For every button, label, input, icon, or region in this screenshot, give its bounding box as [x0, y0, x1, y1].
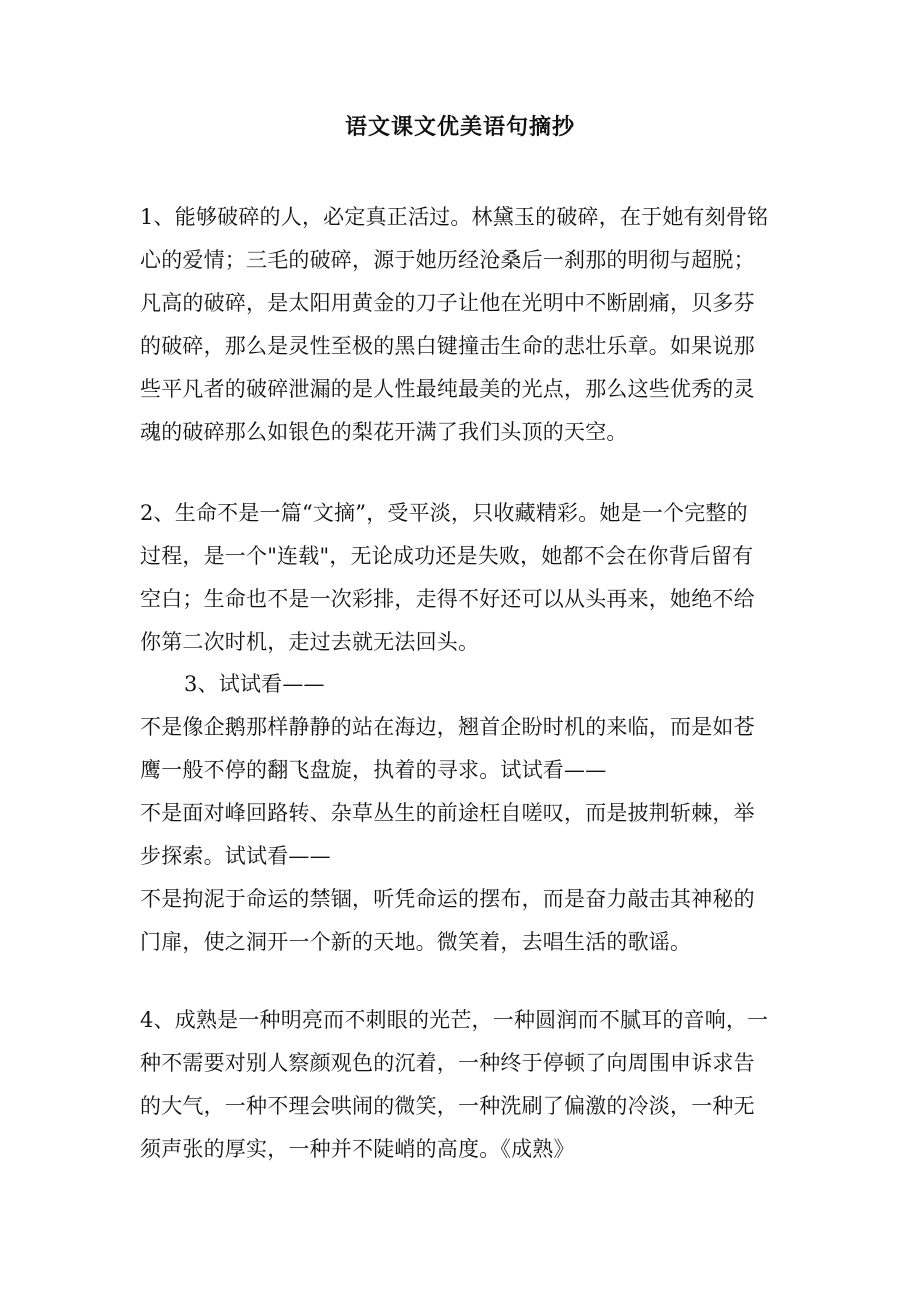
paragraph-4-line-4: 须声张的厚实，一种并不陡峭的高度。《成熟》: [140, 1137, 575, 1161]
paragraph-2-line-4: 你第二次时机，走过去就无法回头。: [140, 630, 480, 654]
paragraph-4-line-2: 种不需要对别人察颜观色的沉着，一种终于停顿了向周围申诉求告: [140, 1051, 755, 1075]
paragraph-3-line-3: 不是面对峰回路转、杂草丛生的前途枉自嗟叹，而是披荆斩棘，举: [140, 801, 755, 825]
paragraph-3-line-5: 不是拘泥于命运的禁锢，听凭命运的摆布，而是奋力敲击其神秘的: [140, 887, 755, 911]
paragraph-1-line-2: 心的爱情；三毛的破碎，源于她历经沧桑后一刹那的明彻与超脱；: [140, 248, 755, 272]
paragraph-1-line-1: 1、能够破碎的人，必定真正活过。林黛玉的破碎，在于她有刻骨铭: [140, 205, 769, 229]
paragraph-3-line-4: 步探索。试试看——: [140, 844, 331, 868]
paragraph-1-line-3: 凡高的破碎，是太阳用黄金的刀子让他在光明中不断剧痛，贝多芬: [140, 291, 755, 315]
page-title: 语文课文优美语句摘抄: [344, 114, 575, 140]
paragraph-1-line-6: 魂的破碎那么如银色的梨花开满了我们头顶的天空。: [140, 420, 628, 444]
paragraph-1-line-4: 的破碎，那么是灵性至极的黑白键撞击生命的悲壮乐章。如果说那: [140, 334, 755, 358]
paragraph-1-line-5: 些平凡者的破碎泄漏的是人性最纯最美的光点，那么这些优秀的灵: [140, 377, 755, 401]
paragraph-2-line-2: 过程，是一个"连载"，无论成功还是失败，她都不会在你背后留有: [140, 544, 754, 568]
paragraph-3-line-2: 鹰一般不停的翻飞盘旋，执着的寻求。试试看——: [140, 758, 607, 782]
paragraph-2-line-3: 空白；生命也不是一次彩排，走得不好还可以从头再来，她绝不给: [140, 587, 755, 611]
paragraph-4-line-1: 4、成熟是一种明亮而不刺眼的光芒，一种圆润而不腻耳的音响，一: [140, 1008, 769, 1032]
paragraph-3-line-6: 门扉，使之洞开一个新的天地。微笑着，去唱生活的歌谣。: [140, 930, 692, 954]
paragraph-4-line-3: 的大气，一种不理会哄闹的微笑，一种洗刷了偏激的冷淡，一种无: [140, 1094, 755, 1118]
paragraph-2-line-1: 2、生命不是一篇“文摘”，受平淡，只收藏精彩。她是一个完整的: [140, 501, 748, 525]
paragraph-3-line-1: 不是像企鹅那样静静的站在海边，翘首企盼时机的来临，而是如苍: [140, 715, 755, 739]
paragraph-3-heading: 3、试试看——: [184, 672, 325, 696]
